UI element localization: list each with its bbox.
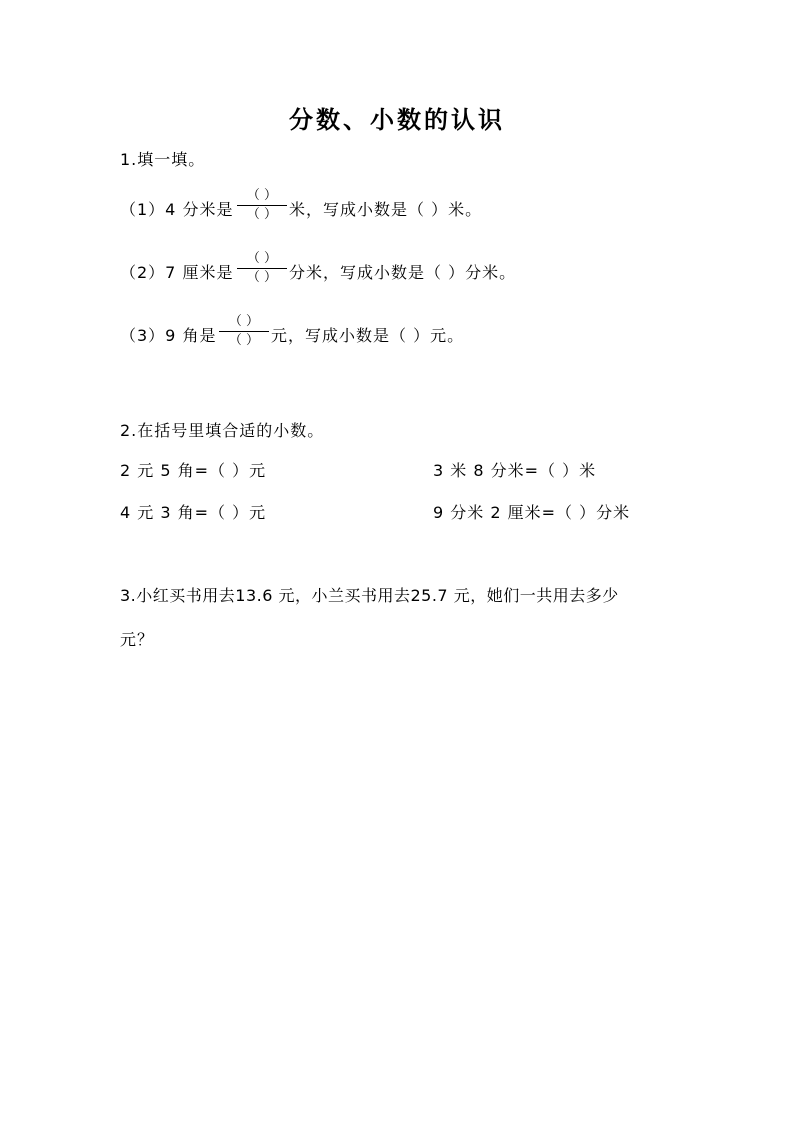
q1-item3-prefix: （3）9 角是 [120,326,217,345]
q1-item2-prefix: （2）7 厘米是 [120,263,234,282]
fraction-bar [237,268,287,269]
question-2-heading: 2.在括号里填合适的小数。 [120,421,325,440]
q2-item-1: 2 元 5 角=（ ）元 [120,461,267,480]
q1-item2-suffix: 分米，写成小数是（ ）分米。 [289,263,517,282]
q1-item1-prefix: （1）4 分米是 [120,200,234,219]
fraction-numerator[interactable]: （ ） [228,314,260,329]
q2-item-4: 9 分米 2 厘米=（ ）分米 [433,503,631,522]
question-3-line-2: 元？ [120,630,155,649]
q1-item3-suffix: 元，写成小数是（ ）元。 [271,326,465,345]
q1-item2-fraction [237,252,287,285]
question-3-line-1: 3.小红买书用去13.6 元，小兰买书用去25.7 元，她们一共用去多少 [120,586,619,605]
q1-item1-fraction [237,189,287,222]
fraction-denominator[interactable]: （ ） [228,333,260,348]
fraction-bar [219,331,269,332]
fraction-numerator[interactable]: （ ） [246,251,278,266]
fraction-denominator[interactable]: （ ） [246,270,278,285]
question-1-heading: 1.填一填。 [120,150,206,169]
fraction-bar [237,205,287,206]
q2-item-3: 4 元 3 角=（ ）元 [120,503,267,522]
fraction-denominator[interactable]: （ ） [246,207,278,222]
page-title: 分数、小数的认识 [289,106,505,134]
fraction-numerator[interactable]: （ ） [246,188,278,203]
q1-item3-fraction [219,315,269,348]
q1-item1-suffix: 米，写成小数是（ ）米。 [289,200,483,219]
q2-item-2: 3 米 8 分米=（ ）米 [433,461,597,480]
